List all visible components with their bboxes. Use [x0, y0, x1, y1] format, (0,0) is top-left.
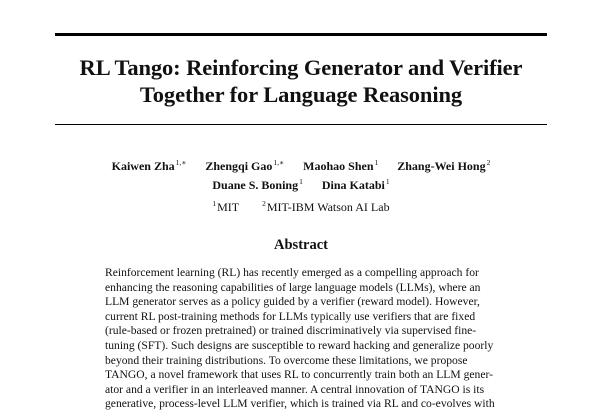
author-affiliation-marker: 2	[486, 158, 491, 167]
abstract-line: beyond their training distributions. To overcome these limitations, we propose	[105, 353, 468, 367]
abstract-line: LLM generator serves as a policy guided by a verifier (reward model). However,	[105, 295, 480, 309]
author	[303, 155, 378, 174]
abstract-line: (rule-based or frozen pretrained) or trained discriminatively via supervised fine-	[105, 324, 477, 338]
author-affiliation-marker: 1	[299, 177, 303, 186]
author	[322, 174, 390, 193]
author-name: Kaiwen Zha	[111, 159, 175, 173]
abstract-line: enhancing the reasoning capabilities of large language models (LLMs), where an	[105, 280, 481, 294]
title-bottom-rule	[55, 124, 547, 125]
author-name: Dina Katabi	[321, 178, 385, 192]
affiliation	[262, 199, 389, 215]
author	[205, 155, 284, 174]
abstract-line: TANGO, a novel framework that uses RL to concurrently train both an LLM gener-	[105, 368, 493, 382]
affiliation-name: MIT-IBM Watson AI Lab	[266, 200, 390, 214]
author-name: Zhang-Wei Hong	[397, 159, 486, 173]
author-row	[55, 155, 547, 174]
author-affiliation-marker: 1,∗	[175, 158, 187, 167]
author	[397, 155, 490, 174]
author-name: Zhengqi Gao	[205, 159, 273, 173]
author	[112, 155, 187, 174]
abstract-line: Reinforcement learning (RL) has recently emerged as a compelling approach for	[105, 266, 479, 279]
abstract-heading: Abstract	[274, 237, 328, 253]
paper-title	[55, 54, 547, 108]
affiliation-name: MIT	[217, 200, 240, 214]
author-affiliation-marker: 1,∗	[273, 158, 285, 167]
author-name: Maohao Shen	[303, 159, 374, 173]
author-row	[55, 174, 547, 193]
author-list	[55, 155, 547, 193]
affiliation-list	[55, 199, 547, 215]
title-line: Together for Language Reasoning	[139, 82, 463, 107]
author-affiliation-marker: 1	[374, 158, 379, 167]
title-top-rule	[55, 33, 547, 36]
affiliation	[212, 199, 239, 215]
affiliation-marker: 1	[212, 199, 217, 208]
author	[212, 174, 302, 193]
author-affiliation-marker: 1	[385, 177, 390, 186]
title-line: RL Tango: Reinforcing Generator and Verifier	[79, 55, 523, 80]
abstract-line: generative, process-level LLM verifier, which is trained via RL and co-evolves with	[105, 397, 495, 411]
abstract-body	[105, 266, 497, 412]
abstract-line: tuning (SFT). Such designs are susceptible to reward hacking and generalize poorly	[105, 338, 494, 352]
abstract-line: current RL post-training methods for LLMs typically use verifiers that are fixed	[105, 309, 476, 323]
affiliation-marker: 2	[262, 199, 266, 208]
abstract-line: ator and a verifier in an interleaved manner. A central innovation of TANGO is its	[105, 382, 485, 396]
author-name: Duane S. Boning	[212, 178, 299, 192]
